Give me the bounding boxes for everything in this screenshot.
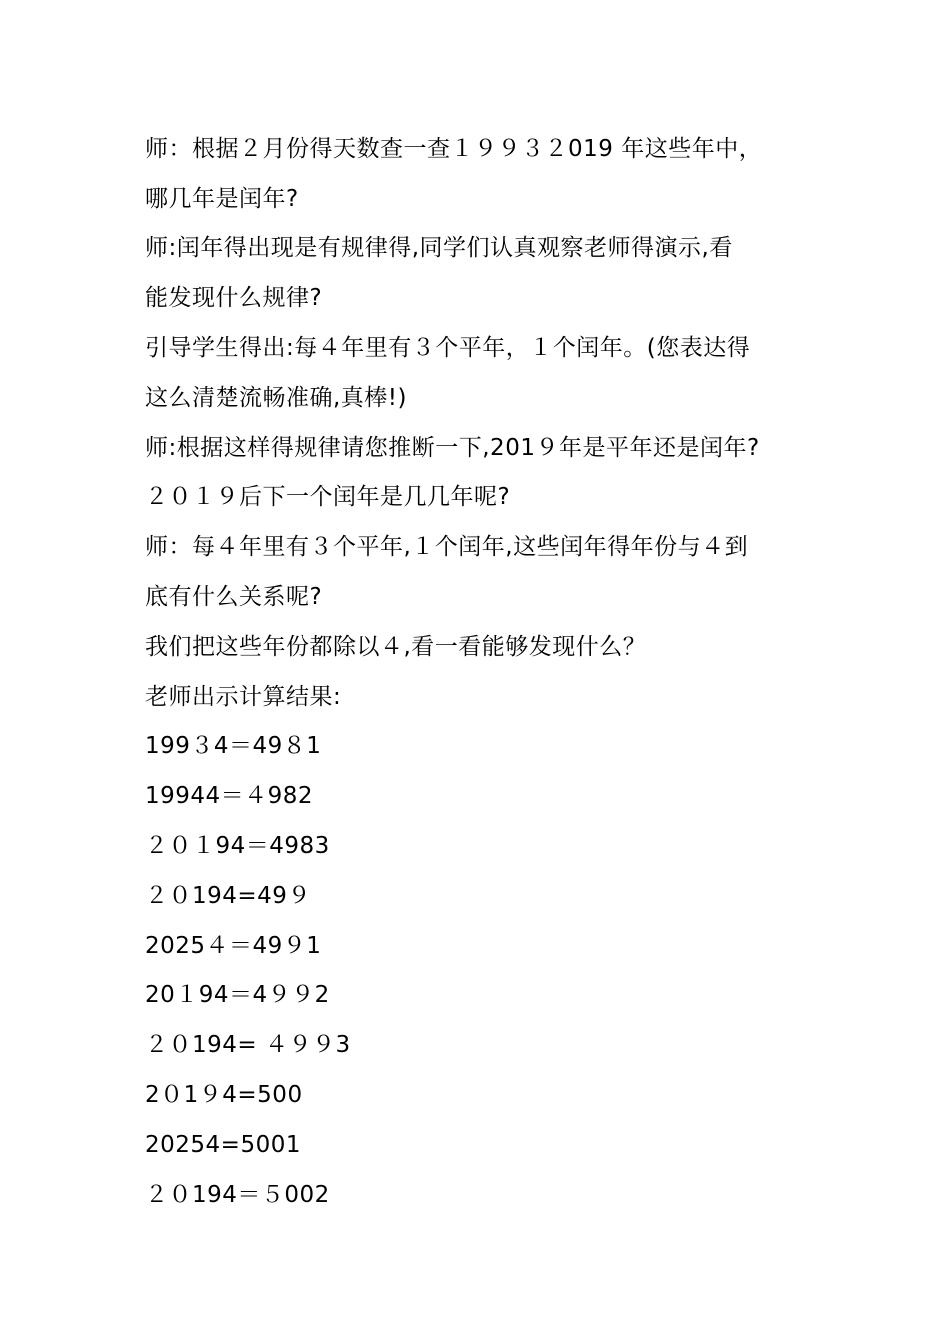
text-line: 师:根据这样得规律请您推断一下,201９年是平年还是闰年? — [145, 435, 760, 461]
text-line: 能发现什么规律? — [145, 285, 323, 311]
text-line: 我们把这些年份都除以４,看一看能够发现什么？ — [145, 634, 647, 660]
calc-line: 199３4＝49８1 — [145, 733, 322, 759]
calc-line: ２０194= ４９９3 — [145, 1032, 351, 1058]
calc-line: 20１94＝4９９2 — [145, 982, 330, 1008]
calc-line: 19944＝４982 — [145, 783, 314, 809]
text-line: 师：每４年里有３个平年,１个闰年,这些闰年得年份与４到 — [145, 534, 749, 560]
text-line: 底有什么关系呢? — [145, 584, 323, 610]
calc-line: ２０194=49９ — [145, 883, 311, 909]
text-line: 引导学生得出:每４年里有３个平年，１个闰年。(您表达得 — [145, 335, 751, 361]
text-line: 师:闰年得出现是有规律得,同学们认真观察老师得演示,看 — [145, 235, 733, 261]
calc-line: ２０１94＝4983 — [145, 833, 330, 859]
text-line: 哪几年是闰年? — [145, 186, 299, 212]
calc-line: 20254=5001 — [145, 1132, 301, 1158]
calc-line: 2０1９4=500 — [145, 1082, 303, 1108]
text-line: 师：根据２月份得天数查一查１９９３２019 年这些年中， — [145, 136, 763, 162]
calc-line: ２０194＝５002 — [145, 1182, 330, 1208]
calc-line: 2025４＝49９1 — [145, 933, 322, 959]
text-line: ２０１９后下一个闰年是几几年呢? — [145, 484, 511, 510]
text-line: 这么清楚流畅准确,真棒!) — [145, 385, 408, 411]
text-line: 老师出示计算结果: — [145, 684, 342, 710]
